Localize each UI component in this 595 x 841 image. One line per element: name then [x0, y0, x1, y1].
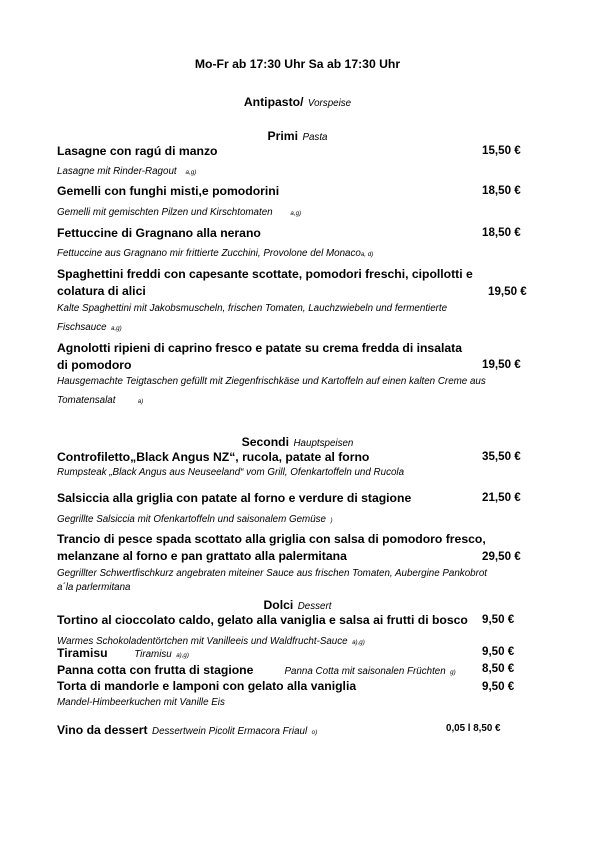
dish-name-line1: Agnolotti ripieni di caprino fresco e patate su crema fredda di insalata: [57, 341, 462, 355]
dish-price: 19,50 €: [488, 285, 527, 298]
section-title: Antipasto/: [243, 95, 304, 109]
allergens: a,g): [185, 169, 197, 176]
dish-name-line2: colatura di alici: [57, 284, 146, 298]
dish-name: Torta di mandorle e lamponi con gelato alla vaniglia: [57, 679, 357, 693]
section-title: Primi: [267, 129, 298, 143]
dish-name: Lasagne con ragú di manzo: [57, 144, 218, 158]
allergens: o): [311, 729, 318, 736]
dish-description: Gegrillte Salsiccia mit Ofenkartoffeln und saisonalem Gemüse ): [57, 514, 333, 525]
dish-name-line1: Trancio di pesce spada scottato alla griglia con salsa di pomodoro fresco,: [57, 532, 486, 546]
dish-price: 18,50 €: [482, 226, 521, 239]
dish-description-line2: a´la parlermitana: [57, 582, 131, 593]
dish-price: 9,50 €: [482, 645, 515, 658]
allergens: a),g): [352, 639, 365, 646]
dish-description: Gemelli mit gemischten Pilzen und Kirschtomaten a,g): [57, 207, 302, 218]
dish-description: Fettuccine aus Gragnano mir frittierte Zucchini, Provolone del Monacoa, d): [57, 248, 374, 259]
allergens: a): [137, 398, 144, 405]
dish-name: Tiramisu: [57, 646, 108, 660]
dish-price: 9,50 €: [482, 680, 515, 693]
dish-row: [57, 661, 456, 679]
opening-hours: Mo-Fr ab 17:30 Uhr Sa ab 17:30 Uhr: [194, 57, 401, 71]
section-antipasto: [0, 93, 595, 111]
section-title: Secondi: [241, 435, 290, 449]
dish-price: 19,50 €: [482, 358, 521, 371]
dish-name: Panna cotta con frutta di stagione: [57, 663, 254, 677]
dish-name-line1: Spaghettini freddi con capesante scottate, pomodori freschi, cipollotti e: [57, 267, 473, 281]
dish-name-line2: di pomodoro: [57, 358, 132, 372]
wine-price: 0,05 l 8,50 €: [446, 723, 501, 734]
dish-name: Vino da dessert: [57, 723, 148, 737]
dish-description-line1: Gegrillter Schwertfischkurz angebraten miteiner Sauce aus frischen Tomaten, Aubergine Pankobrot: [57, 568, 488, 579]
allergens: a),g): [176, 652, 189, 659]
allergens: a,g): [111, 325, 122, 332]
dish-price: 35,50 €: [482, 450, 521, 463]
allergens: a,g): [290, 210, 302, 217]
dish-price: 18,50 €: [482, 184, 521, 197]
section-subtitle: Hauptspeisen: [293, 438, 354, 449]
section-subtitle: Vorspeise: [307, 98, 352, 109]
dish-description-line2: Fischsauce a,g): [57, 322, 122, 333]
dish-price: 15,50 €: [482, 144, 521, 157]
dish-description-line2: Tomatensalat a): [57, 395, 144, 406]
dish-name: Gemelli con funghi misti,e pomodorini: [57, 184, 280, 198]
dish-description: Rumpsteak „Black Angus aus Neuseeland“ vom Grill, Ofenkartoffeln und Rucola: [57, 467, 405, 478]
section-subtitle: Pasta: [302, 132, 328, 143]
dish-price: 21,50 €: [482, 491, 521, 504]
dish-description: Lasagne mit Rinder-Ragout a,g): [57, 166, 197, 177]
dish-description-line1: Hausgemachte Teigtaschen gefüllt mit Ziegenfrischkäse und Kartoffeln auf einen kalten Creme aus: [57, 376, 486, 387]
section-primi: [0, 127, 595, 145]
dish-description: Tiramisu: [134, 649, 172, 660]
dish-description: Mandel-Himbeerkuchen mit Vanille Eis: [57, 697, 225, 708]
dish-name: Salsiccia alla griglia con patate al forno e verdure di stagione: [57, 491, 412, 505]
allergens: ): [330, 517, 333, 524]
dish-price: 8,50 €: [482, 662, 515, 675]
section-dolci: [0, 596, 595, 614]
allergens: g): [450, 669, 456, 676]
dish-row: [57, 644, 189, 662]
dish-name: Fettuccine di Gragnano alla nerano: [57, 226, 261, 240]
dish-name: Controfiletto„Black Angus NZ“, rucola, patate al forno: [57, 450, 370, 464]
dish-name: Tortino al cioccolato caldo, gelato alla vaniglia e salsa ai frutti di bosco: [57, 613, 468, 627]
wine-row: [57, 721, 317, 739]
dish-description: Panna Cotta mit saisonalen Früchten: [284, 666, 446, 677]
dish-price: 29,50 €: [482, 550, 521, 563]
dish-price: 9,50 €: [482, 613, 515, 626]
dish-description-line1: Kalte Spaghettini mit Jakobsmuscheln, frischen Tomaten, Lauchzwiebeln und fermentierte: [57, 303, 448, 314]
section-secondi: [0, 433, 595, 451]
section-title: Dolci: [263, 598, 294, 612]
dish-description: Warmes Schokoladentörtchen mit Vanilleeis und Waldfrucht-Sauce a),g): [57, 636, 365, 647]
dish-description: Dessertwein Picolit Ermacora Friaul: [152, 726, 308, 737]
section-subtitle: Dessert: [297, 601, 332, 612]
dish-name-line2: melanzane al forno e pan grattato alla palermitana: [57, 549, 347, 563]
allergens: a, d): [360, 251, 374, 258]
